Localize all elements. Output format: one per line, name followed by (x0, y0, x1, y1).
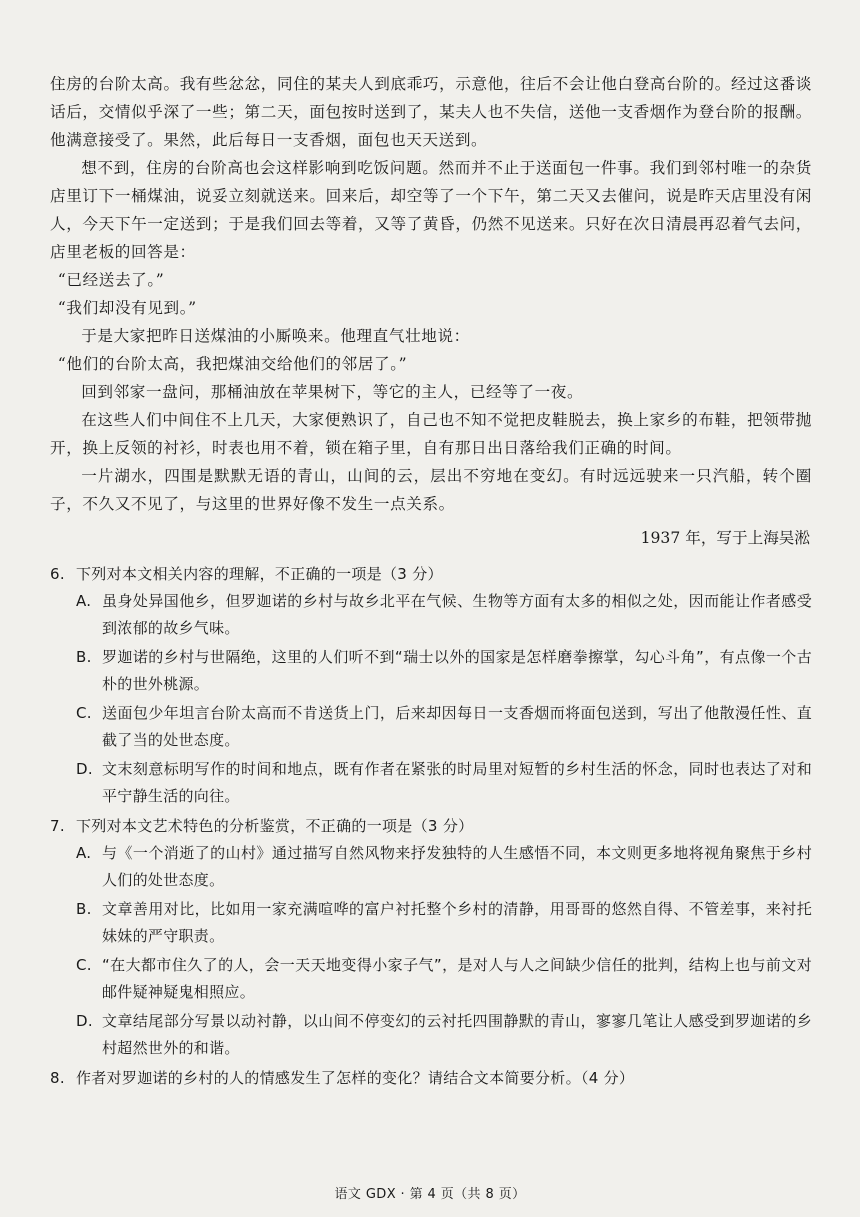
question-number: 7. (50, 817, 65, 835)
passage-paragraph: 一片湖水，四围是默默无语的青山，山间的云，层出不穷地在变幻。有时远远驶来一只汽船，转个圈子，不久又不见了，与这里的世界好像不发生一点关系。 (50, 467, 812, 513)
question-list (50, 560, 812, 1092)
question-7 (50, 812, 812, 1062)
option-text: 罗迦诺的乡村与世隔绝，这里的人们听不到“瑞士以外的国家是怎样磨拳擦掌，勾心斗角”，有点像一个古朴的世外桃源。 (102, 648, 812, 693)
passage-dialogue: “已经送去了。” (57, 271, 165, 289)
passage-paragraph: 想不到，住房的台阶高也会这样影响到吃饭问题。然而并不止于送面包一件事。我们到邻村唯一的杂货店里订下一桶煤油，说妥立刻就送来。回来后，却空等了一个下午，第二天又去催问，说是昨天店里没有闲人，今天下午一定送到；于是我们回去等着，又等了黄昏，仍然不见送来。只好在次日清晨再忍着气去问，店里老板的回答是： (50, 159, 812, 261)
option-letter: C. (76, 704, 92, 722)
question-text: 作者对罗迦诺的乡村的人的情感发生了怎样的变化？请结合文本简要分析。（4 分） (76, 1069, 635, 1087)
question-stem (50, 1064, 812, 1092)
reading-passage (50, 70, 812, 552)
option-letter: D. (76, 760, 93, 778)
option-letter: A. (76, 844, 92, 862)
option-text: 与《一个消逝了的山村》通过描写自然风物来抒发独特的人生感悟不同，本文则更多地将视角聚焦于乡村人们的处世态度。 (102, 844, 812, 889)
question-text: 下列对本文相关内容的理解，不正确的一项是（3 分） (76, 565, 443, 583)
question-8 (50, 1064, 812, 1092)
option-text: 文末刻意标明写作的时间和地点，既有作者在紧张的时局里对短暂的乡村生活的怀念，同时也表达了对和平宁静生活的向往。 (102, 760, 812, 805)
option-letter: B. (76, 648, 92, 666)
passage-paragraph: 住房的台阶太高。我有些忿忿，同住的某夫人到底乖巧，示意他，往后不会让他白登高台阶的。经过这番谈话后，交情似乎深了一些；第二天，面包按时送到了，某夫人也不失信，送他一支香烟作为登台阶的报酬。他满意接受了。果然，此后每日一支香烟，面包也天天送到。 (50, 75, 812, 149)
option-a (50, 588, 812, 642)
question-stem (50, 812, 812, 840)
question-number: 8. (50, 1069, 65, 1087)
question-text: 下列对本文艺术特色的分析鉴赏，不正确的一项是（3 分） (76, 817, 474, 835)
option-c (50, 952, 812, 1006)
option-text: 送面包少年坦言台阶太高而不肯送货上门，后来却因每日一支香烟而将面包送到，写出了他散漫任性、直截了当的处世态度。 (102, 704, 812, 749)
passage-paragraph: 回到邻家一盘问，那桶油放在苹果树下，等它的主人，已经等了一夜。 (81, 383, 584, 401)
option-text: 文章善用对比，比如用一家充满喧哗的富户衬托整个乡村的清静，用哥哥的悠然自得、不管差事，来衬托妹妹的严守职责。 (102, 900, 812, 945)
question-6 (50, 560, 812, 810)
option-d (50, 1008, 812, 1062)
passage-paragraph: 于是大家把昨日送煤油的小厮唤来。他理直气壮地说： (81, 327, 470, 345)
option-letter: A. (76, 592, 92, 610)
passage-signature: 1937 年，写于上海吴淞 (640, 529, 810, 547)
option-letter: B. (76, 900, 92, 918)
option-text: 文章结尾部分写景以动衬静，以山间不停变幻的云衬托四围静默的青山，寥寥几笔让人感受到罗迦诺的乡村超然世外的和谐。 (102, 1012, 812, 1057)
question-stem (50, 560, 812, 588)
option-letter: C. (76, 956, 92, 974)
option-b (50, 644, 812, 698)
passage-dialogue: “我们却没有见到。” (57, 299, 197, 317)
option-a (50, 840, 812, 894)
passage-paragraph: 在这些人们中间住不上几天，大家便熟识了，自己也不知不觉把皮鞋脱去，换上家乡的布鞋，把领带抛开，换上反领的衬衫，时表也用不着，锁在箱子里，自有那日出日落给我们正确的时间。 (50, 411, 812, 457)
option-letter: D. (76, 1012, 93, 1030)
option-text: 虽身处异国他乡，但罗迦诺的乡村与故乡北平在气候、生物等方面有太多的相似之处，因而能让作者感受到浓郁的故乡气味。 (102, 592, 812, 637)
option-b (50, 896, 812, 950)
page-footer: 语文 GDX · 第 4 页（共 8 页） (334, 1187, 526, 1202)
option-text: “在大都市住久了的人，会一天天地变得小家子气”，是对人与人之间缺少信任的批判，结构上也与前文对邮件疑神疑鬼相照应。 (102, 956, 812, 1001)
option-c (50, 700, 812, 754)
question-number: 6. (50, 565, 65, 583)
passage-dialogue: “他们的台阶太高，我把煤油交给他们的邻居了。” (57, 355, 408, 373)
option-d (50, 756, 812, 810)
